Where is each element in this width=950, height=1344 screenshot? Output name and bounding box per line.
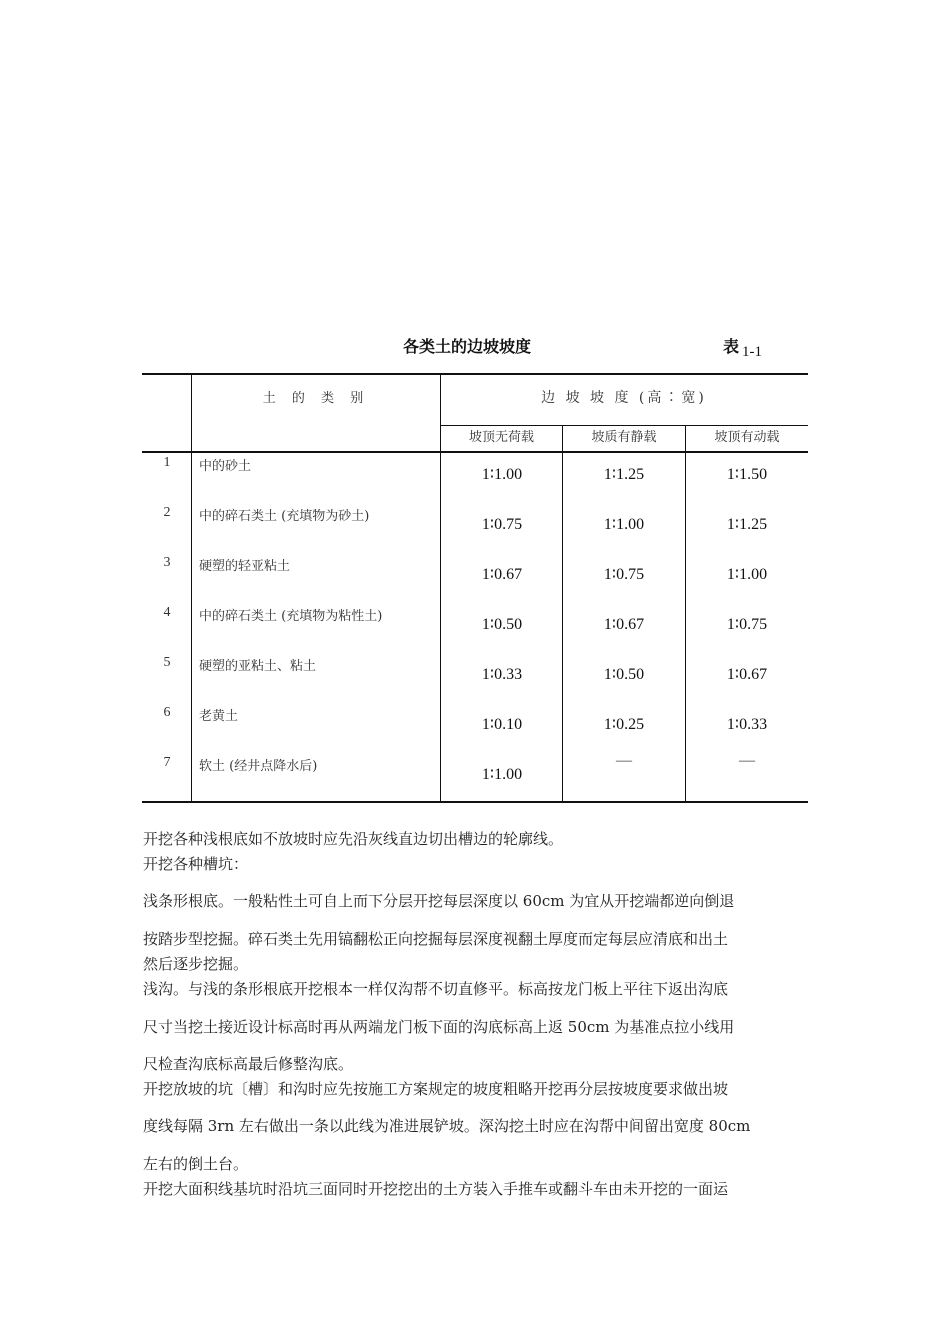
row-number: 4 (163, 605, 171, 620)
header-slope: 边 坡 坡 度 (高∶宽) (541, 390, 707, 406)
row-number: 7 (163, 755, 171, 770)
slope-value: 1∶0.75 (481, 516, 523, 533)
slope-value: 1∶0.67 (603, 616, 645, 633)
slope-value: 1∶0.50 (481, 616, 523, 633)
slope-value: 1∶0.75 (726, 616, 768, 633)
slope-value: 1∶0.25 (603, 716, 645, 733)
paragraph-line: 浅条形根底。一般粘性土可自上而下分层开挖每层深度以 60cm 为宜从开挖端都逆向倒退 (143, 892, 735, 910)
soil-type-name: 软土 (经井点降水后) (199, 759, 318, 774)
paragraph-line: 度线每隔 3rn 左右做出一条以此线为准进展铲坡。深沟挖土时应在沟帮中间留出宽度 80cm (143, 1117, 751, 1135)
table-caption-number: 1-1 (742, 344, 762, 360)
row-number: 5 (163, 655, 171, 670)
slope-value: 1∶0.50 (603, 666, 645, 683)
slope-value: 1∶1.50 (726, 466, 768, 483)
table-row (142, 502, 808, 552)
soil-type-name: 硬塑的亚粘土、粘土 (199, 659, 317, 674)
paragraph-line: 左右的倒土台。 (143, 1155, 249, 1173)
slope-value: 1∶1.25 (726, 516, 768, 533)
table-row (142, 452, 808, 502)
slope-value: — (616, 752, 632, 769)
slope-value: 1∶0.33 (726, 716, 768, 733)
slope-value: 1∶0.10 (481, 716, 523, 733)
slope-value: 1∶1.00 (481, 766, 523, 783)
row-number: 2 (163, 505, 171, 520)
slope-value: 1∶1.00 (481, 466, 523, 483)
paragraph-line: 然后逐步挖掘。 (143, 955, 249, 973)
soil-type-name: 中的碎石类土 (充填物为砂土) (199, 509, 370, 524)
paragraph-line: 浅沟。与浅的条形根底开挖根本一样仅沟帮不切直修平。标高按龙门板上平往下返出沟底 (143, 980, 729, 998)
slope-value: 1∶1.25 (603, 466, 645, 483)
slope-value: — (739, 752, 755, 769)
table-caption: 各类土的边坡坡度 (403, 337, 532, 356)
header-soil-type: 土 的 类 别 (262, 391, 370, 406)
table-row (142, 552, 808, 602)
header-no-load: 坡顶无荷载 (468, 430, 534, 445)
paragraph-line: 开挖各种浅根底如不放坡时应先沿灰线直边切出槽边的轮廓线。 (143, 830, 564, 848)
soil-type-name: 硬塑的轻亚粘土 (199, 559, 291, 574)
table-row (142, 702, 808, 752)
slope-value: 1∶0.67 (726, 666, 768, 683)
row-number: 6 (163, 705, 171, 720)
soil-type-name: 中的碎石类土 (充填物为粘性土) (199, 609, 383, 624)
paragraph-line: 开挖大面积线基坑时沿坑三面同时开挖挖出的土方装入手推车或翻斗车由未开挖的一面运 (143, 1180, 729, 1198)
table-row (142, 752, 808, 802)
slope-value: 1∶0.75 (603, 566, 645, 583)
paragraph-line: 尺寸当挖土接近设计标高时再从两端龙门板下面的沟底标高上返 50cm 为基准点拉小线用 (143, 1018, 735, 1036)
soil-type-name: 老黄土 (199, 709, 239, 724)
slope-value: 1∶0.33 (481, 666, 523, 683)
header-static-load: 坡质有静载 (591, 430, 657, 445)
slope-value: 1∶1.00 (726, 566, 768, 583)
header-dynamic-load: 坡顶有动载 (714, 430, 780, 445)
paragraph-line: 开挖各种槽坑： (143, 855, 249, 873)
soil-type-name: 中的砂土 (199, 459, 252, 474)
paragraph-line: 按踏步型挖掘。碎石类土先用镐翻松正向挖掘每层深度视翻土厚度而定每层应清底和出土 (143, 930, 729, 948)
table-row (142, 602, 808, 652)
row-number: 3 (163, 555, 171, 570)
table-row (142, 652, 808, 702)
row-number: 1 (163, 455, 171, 470)
table-top-rule (142, 373, 808, 375)
paragraph-line: 开挖放坡的坑〔槽〕和沟时应先按施工方案规定的坡度粗略开挖再分层按坡度要求做出坡 (143, 1080, 729, 1098)
slope-value: 1∶1.00 (603, 516, 645, 533)
paragraph-line: 尺检查沟底标高最后修整沟底。 (143, 1055, 354, 1073)
slope-value: 1∶0.67 (481, 566, 523, 583)
table-caption-tag: 表 (723, 337, 740, 356)
